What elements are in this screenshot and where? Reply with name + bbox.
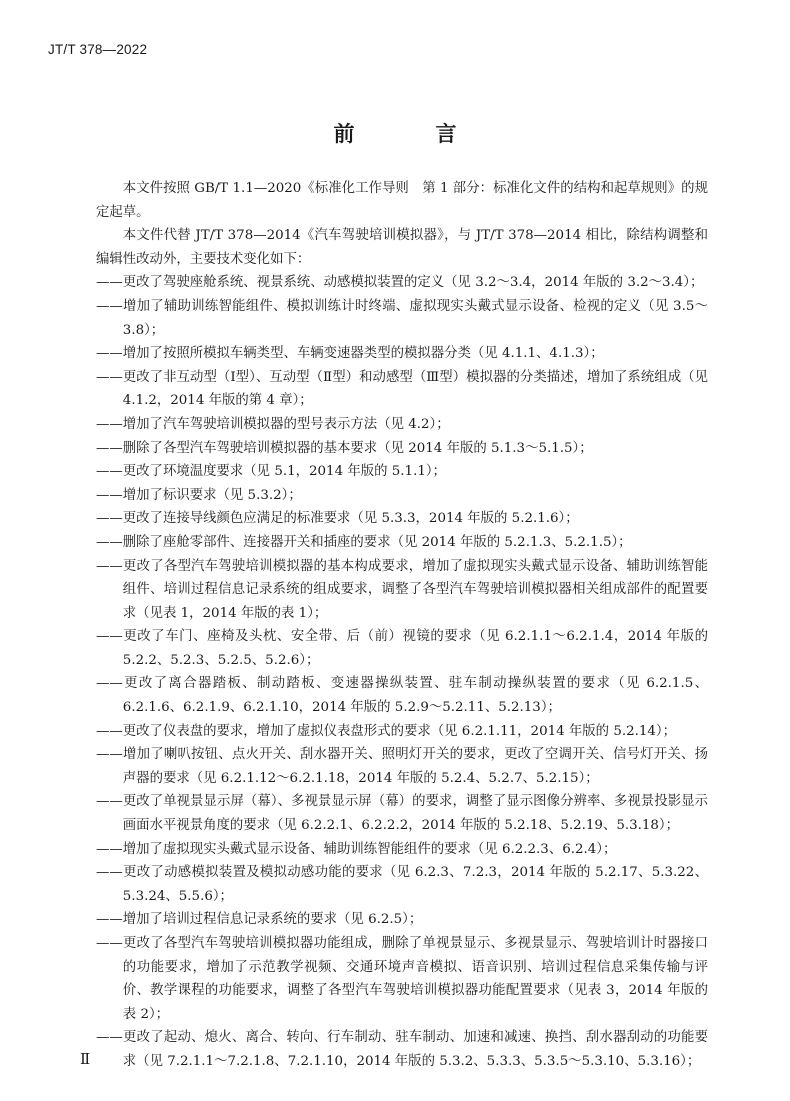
change-item: ——更改了各型汽车驾驶培训模拟器的基本构成要求，增加了虚拟现实头戴式显示设备、辅助训练智能组件、培训过程信息记录系统的组成要求，调整了各型汽车驾驶培训模拟器相关组成部件的配置要求（见表 1，2014 年版的表 1）； [96, 558, 708, 621]
intro-paragraph: 本文件代替 JT/T 378—2014《汽车驾驶培训模拟器》，与 JT/T 378—2014 相比，除结构调整和编辑性改动外，主要技术变化如下： [96, 228, 708, 267]
change-item: ——更改了离合器踏板、制动踏板、变速器操纵装置、驻车制动操纵装置的要求（见 6.2.1.5、6.2.1.6、6.2.1.9、6.2.1.10，2014 年版的 5.2.9～5.2.11、5.2.13）； [96, 676, 708, 716]
change-item: ——更改了仪表盘的要求，增加了虚拟仪表盘形式的要求（见 6.2.1.11，2014 年版的 5.2.14）； [96, 723, 676, 739]
change-item: ——增加了汽车驾驶培训模拟器的型号表示方法（见 4.2）； [96, 416, 450, 432]
standard-number: JT/T 378—2022 [48, 42, 148, 57]
change-item: ——删除了各型汽车驾驶培训模拟器的基本要求（见 2014 年版的 5.1.3～5.1.5）； [96, 440, 593, 456]
change-item: ——增加了虚拟现实头戴式显示设备、辅助训练智能组件的要求（见 6.2.2.3、6.2.4）； [96, 841, 617, 857]
change-item: ——增加了标识要求（见 5.3.2）； [96, 487, 302, 503]
change-item: ——更改了环境温度要求（见 5.1，2014 年版的 5.1.1）； [96, 464, 446, 480]
change-item: ——更改了起动、熄火、离合、转向、行车制动、驻车制动、加速和减速、换挡、刮水器刮动的功能要求（见 7.2.1.1～7.2.1.8、7.2.1.10，2014 年版的 5.3.2、5.3.3、5.3.5～5.3.10、5.3.16）； [96, 1030, 708, 1069]
page-number: Ⅱ [80, 1050, 91, 1068]
change-item: ——更改了动感模拟装置及模拟动感功能的要求（见 6.2.3、7.2.3，2014 年版的 5.2.17、5.3.22、5.3.24、5.5.6）； [96, 865, 708, 904]
change-item: ——更改了非互动型（Ⅰ型）、互动型（Ⅱ型）和动感型（Ⅲ型）模拟器的分类描述，增加了系统组成（见 4.1.2，2014 年版的第 4 章）； [96, 369, 708, 409]
change-item: ——更改了单视景显示屏（幕）、多视景显示屏（幕）的要求，调整了显示图像分辨率、多视景投影显示画面水平视景角度的要求（见 6.2.2.1、6.2.2.2，2014 年版的 5.2.18、5.2.19、5.3.18）； [96, 794, 708, 834]
change-item: ——删除了座舱零部件、连接器开关和插座的要求（见 2014 年版的 5.2.1.3、5.2.1.5）； [96, 534, 632, 550]
change-item: ——增加了按照所模拟车辆类型、车辆变速器类型的模拟器分类（见 4.1.1、4.1.3）； [96, 346, 604, 362]
foreword-body [96, 177, 708, 1074]
change-item: ——增加了培训过程信息记录系统的要求（见 6.2.5）； [96, 912, 423, 928]
change-item: ——增加了喇叭按钮、点火开关、刮水器开关、照明灯开关的要求，更改了空调开关、信号灯开关、扬声器的要求（见 6.2.1.12～6.2.1.18，2014 年版的 5.2.4、5.2.7、5.2.15）； [96, 747, 708, 786]
change-item: ——更改了各型汽车驾驶培训模拟器功能组成，删除了单视景显示、多视景显示、驾驶培训计时器接口的功能要求，增加了示范教学视频、交通环境声音模拟、语音识别、培训过程信息采集传输与评价、教学课程的功能要求，调整了各型汽车驾驶培训模拟器功能配置要求（见表 3，2014 年版的表 2）； [96, 936, 708, 1022]
page-title: 前 言 [333, 122, 487, 146]
change-item: ——增加了辅助训练智能组件、模拟训练计时终端、虚拟现实头戴式显示设备、检视的定义（见 3.5～3.8）； [96, 298, 708, 338]
change-item: ——更改了连接导线颜色应满足的标准要求（见 5.3.3，2014 年版的 5.2.1.6）； [96, 511, 579, 527]
change-item: ——更改了驾驶座舱系统、视景系统、动感模拟装置的定义（见 3.2～3.4，2014 年版的 3.2～3.4）； [96, 275, 704, 291]
change-item: ——更改了车门、座椅及头枕、安全带、后（前）视镜的要求（见 6.2.1.1～6.2.1.4，2014 年版的 5.2.2、5.2.3、5.2.5、5.2.6）； [96, 629, 708, 668]
intro-paragraph: 本文件按照 GB/T 1.1—2020《标准化工作导则 第 1 部分：标准化文件的结构和起草规则》的规定起草。 [96, 181, 708, 220]
